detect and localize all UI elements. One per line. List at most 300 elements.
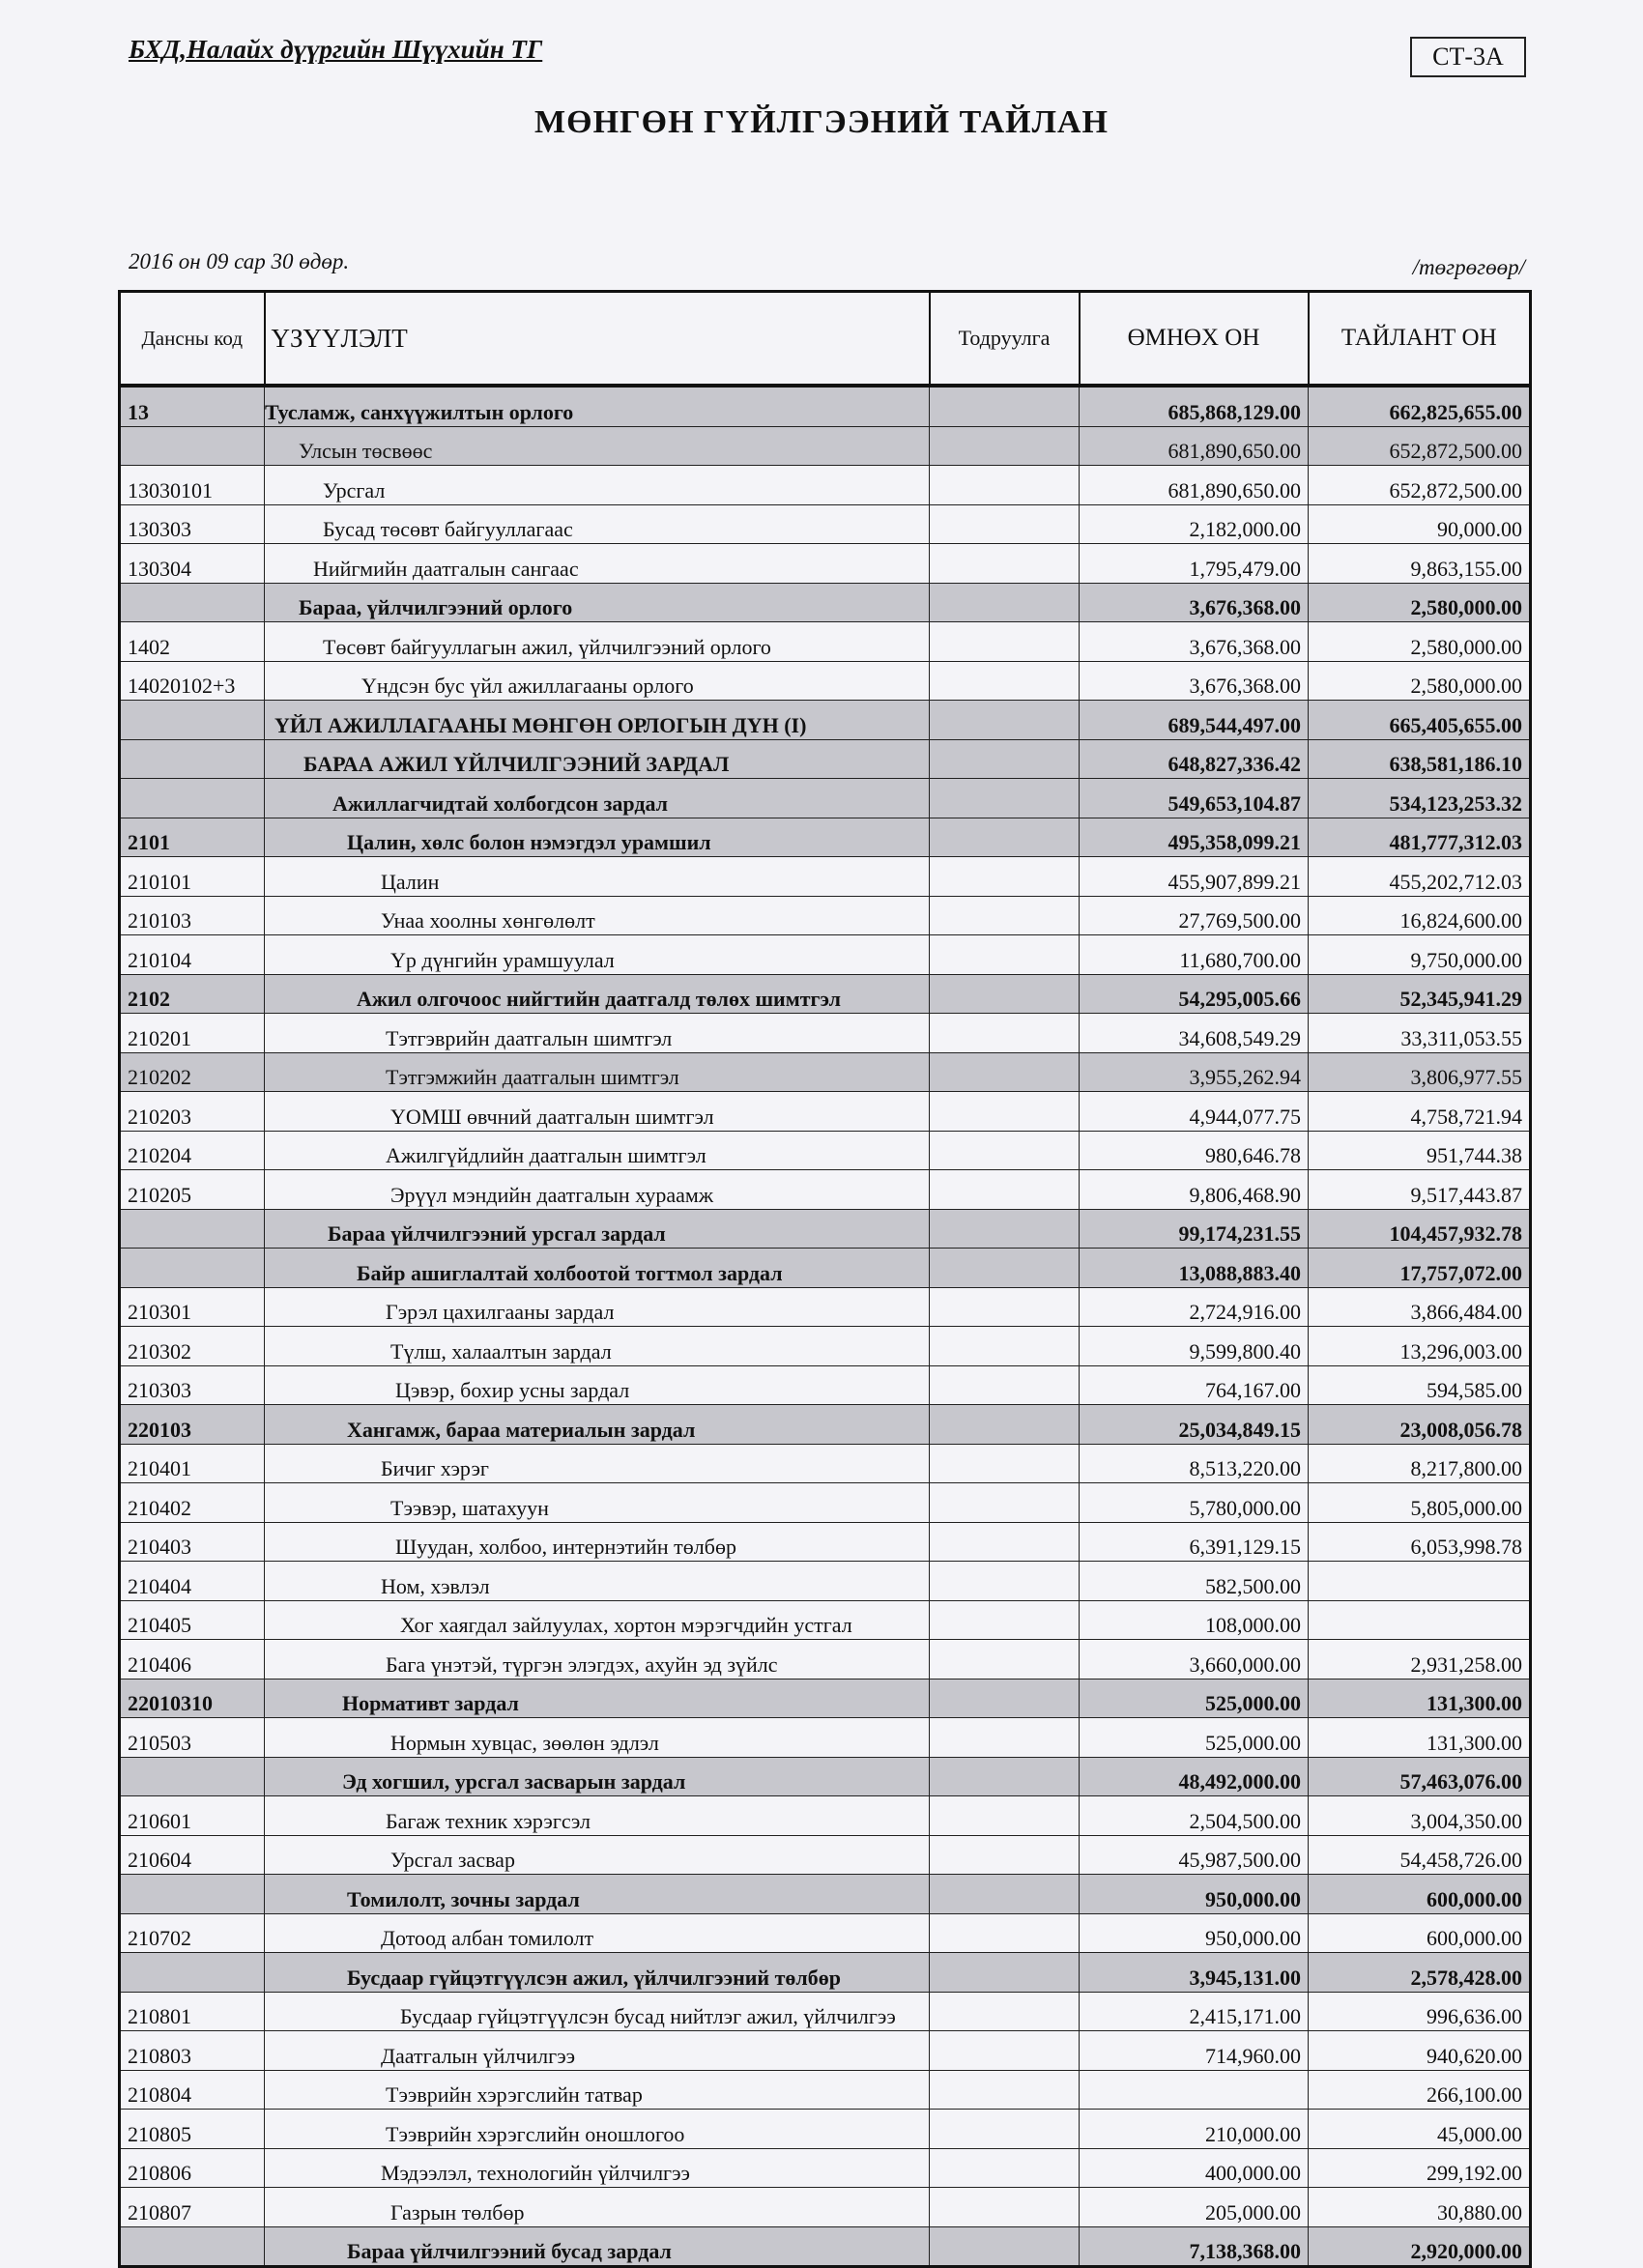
table-row: [120, 1992, 1531, 2031]
previous-year-value: 25,034,849.15: [1080, 1405, 1309, 1445]
description-cell: ҮОМШ өвчний даатгалын шимтгэл: [265, 1092, 930, 1132]
description-cell: Хангамж, бараа материалын зардал: [265, 1405, 930, 1445]
note-cell: [930, 857, 1080, 897]
account-code-cell: [120, 583, 265, 622]
note-cell: [930, 1483, 1080, 1523]
previous-year-value: 48,492,000.00: [1080, 1757, 1309, 1796]
current-year-value: 131,300.00: [1309, 1718, 1531, 1758]
report-date: 2016 он 09 сар 30 өдөр.: [129, 249, 350, 273]
note-cell: [930, 504, 1080, 544]
table-row: [120, 935, 1531, 975]
description-cell: Төсөвт байгууллагын ажил, үйлчилгээний орлого: [265, 622, 930, 662]
account-code-cell: 210804: [120, 2070, 265, 2110]
account-code-cell: 210401: [120, 1444, 265, 1483]
previous-year-value: 3,676,368.00: [1080, 583, 1309, 622]
note-cell: [930, 1757, 1080, 1796]
note-cell: [930, 1170, 1080, 1210]
previous-year-value: 685,868,129.00: [1080, 386, 1309, 426]
description-cell: Томилолт, зочны зардал: [265, 1875, 930, 1914]
description-cell: Газрын төлбөр: [265, 2188, 930, 2227]
current-year-value: 9,517,443.87: [1309, 1170, 1531, 1210]
description-cell: Эрүүл мэндийн даатгалын хураамж: [265, 1170, 930, 1210]
current-year-value: 5,805,000.00: [1309, 1483, 1531, 1523]
current-year-value: 534,123,253.32: [1309, 779, 1531, 818]
note-cell: [930, 1522, 1080, 1562]
current-year-value: 30,880.00: [1309, 2188, 1531, 2227]
table-row: [120, 1562, 1531, 1601]
description-cell: Түлш, халаалтын зардал: [265, 1327, 930, 1366]
description-cell: Бараа үйлчилгээний бусад зардал: [265, 2226, 930, 2267]
description-cell: Тээвэр, шатахуун: [265, 1483, 930, 1523]
previous-year-value: 205,000.00: [1080, 2188, 1309, 2227]
table-row: [120, 583, 1531, 622]
note-cell: [930, 1014, 1080, 1053]
account-code-cell: [120, 1757, 265, 1796]
table-row: [120, 1483, 1531, 1523]
table-row: [120, 661, 1531, 701]
description-cell: Бусдаар гүйцэтгүүлсэн ажил, үйлчилгээний төлбөр: [265, 1953, 930, 1993]
note-cell: [930, 2110, 1080, 2149]
previous-year-value: 6,391,129.15: [1080, 1522, 1309, 1562]
description-cell: Ажил олгочоос нийгтийн даатгалд төлөх шимтгэл: [265, 974, 930, 1014]
current-year-value: 481,777,312.03: [1309, 818, 1531, 857]
previous-year-value: 45,987,500.00: [1080, 1835, 1309, 1875]
note-cell: [930, 1444, 1080, 1483]
description-cell: Тээврийн хэрэгслийн татвар: [265, 2070, 930, 2110]
current-year-value: 600,000.00: [1309, 1913, 1531, 1953]
previous-year-value: 8,513,220.00: [1080, 1444, 1309, 1483]
table-row: [120, 1757, 1531, 1796]
description-cell: Нийгмийн даатгалын сангаас: [265, 544, 930, 584]
account-code-cell: 210503: [120, 1718, 265, 1758]
current-year-value: 9,863,155.00: [1309, 544, 1531, 584]
account-code-cell: 210406: [120, 1640, 265, 1679]
note-cell: [930, 896, 1080, 935]
description-cell: Бараа үйлчилгээний урсгал зардал: [265, 1209, 930, 1249]
description-cell: Тусламж, санхүүжилтын орлого: [265, 386, 930, 426]
account-code-cell: 210101: [120, 857, 265, 897]
account-code-cell: 14020102+3: [120, 661, 265, 701]
current-year-value: 23,008,056.78: [1309, 1405, 1531, 1445]
table-row: [120, 386, 1531, 426]
previous-year-value: 2,504,500.00: [1080, 1796, 1309, 1836]
current-year-value: 662,825,655.00: [1309, 386, 1531, 426]
note-cell: [930, 1875, 1080, 1914]
table-row: [120, 779, 1531, 818]
table-row: [120, 701, 1531, 740]
note-cell: [930, 1327, 1080, 1366]
account-code-cell: 13030101: [120, 466, 265, 505]
table-row: [120, 1679, 1531, 1718]
note-cell: [930, 622, 1080, 662]
note-cell: [930, 1913, 1080, 1953]
description-cell: Ажилгүйдлийн даатгалын шимтгэл: [265, 1131, 930, 1170]
note-cell: [930, 1131, 1080, 1170]
previous-year-value: 210,000.00: [1080, 2110, 1309, 2149]
table-row: [120, 2148, 1531, 2188]
table-header-row: [120, 292, 1531, 387]
table-row: [120, 1796, 1531, 1836]
account-code-cell: 13: [120, 386, 265, 426]
current-year-value: 299,192.00: [1309, 2148, 1531, 2188]
account-code-cell: [120, 701, 265, 740]
previous-year-value: 13,088,883.40: [1080, 1249, 1309, 1288]
previous-year-value: 525,000.00: [1080, 1718, 1309, 1758]
previous-year-value: 525,000.00: [1080, 1679, 1309, 1718]
account-code-cell: [120, 2226, 265, 2267]
description-cell: Унаа хоолны хөнгөлөлт: [265, 896, 930, 935]
note-cell: [930, 426, 1080, 466]
current-year-value: 17,757,072.00: [1309, 1249, 1531, 1288]
description-cell: Нормын хувцас, зөөлөн эдлэл: [265, 1718, 930, 1758]
account-code-cell: 22010310: [120, 1679, 265, 1718]
table-row: [120, 1835, 1531, 1875]
account-code-cell: 130304: [120, 544, 265, 584]
table-row: [120, 1209, 1531, 1249]
note-cell: [930, 701, 1080, 740]
account-code-cell: [120, 1209, 265, 1249]
note-cell: [930, 583, 1080, 622]
previous-year-value: 681,890,650.00: [1080, 466, 1309, 505]
table-row: [120, 1365, 1531, 1405]
note-cell: [930, 1287, 1080, 1327]
account-code-cell: 210601: [120, 1796, 265, 1836]
description-cell: БАРАА АЖИЛ ҮЙЛЧИЛГЭЭНИЙ ЗАРДАЛ: [265, 739, 930, 779]
note-cell: [930, 1992, 1080, 2031]
account-code-cell: 210803: [120, 2031, 265, 2071]
description-cell: Цалин: [265, 857, 930, 897]
table-row: [120, 1718, 1531, 1758]
table-row: [120, 1913, 1531, 1953]
description-cell: Бага үнэтэй, түргэн элэгдэх, ахуйн эд зүйлс: [265, 1640, 930, 1679]
account-code-cell: 1402: [120, 622, 265, 662]
previous-year-value: 7,138,368.00: [1080, 2226, 1309, 2267]
current-year-value: 9,750,000.00: [1309, 935, 1531, 975]
account-code-cell: 210807: [120, 2188, 265, 2227]
table-row: [120, 2070, 1531, 2110]
table-row: [120, 2188, 1531, 2227]
table-row: [120, 1522, 1531, 1562]
note-cell: [930, 1796, 1080, 1836]
account-code-cell: 2101: [120, 818, 265, 857]
note-cell: [930, 386, 1080, 426]
current-year-value: 2,931,258.00: [1309, 1640, 1531, 1679]
current-year-value: 600,000.00: [1309, 1875, 1531, 1914]
table-row: [120, 622, 1531, 662]
previous-year-value: 3,945,131.00: [1080, 1953, 1309, 1993]
description-cell: Үндсэн бус үйл ажиллагааны орлого: [265, 661, 930, 701]
current-year-value: [1309, 1562, 1531, 1601]
previous-year-value: 689,544,497.00: [1080, 701, 1309, 740]
cash-flow-table: [118, 290, 1532, 2268]
note-cell: [930, 466, 1080, 505]
table-row: [120, 2110, 1531, 2149]
account-code-cell: 210403: [120, 1522, 265, 1562]
previous-year-value: 3,676,368.00: [1080, 661, 1309, 701]
current-year-value: 104,457,932.78: [1309, 1209, 1531, 1249]
current-year-value: 33,311,053.55: [1309, 1014, 1531, 1053]
note-cell: [930, 1640, 1080, 1679]
current-year-value: 8,217,800.00: [1309, 1444, 1531, 1483]
account-code-cell: 210201: [120, 1014, 265, 1053]
note-cell: [930, 1679, 1080, 1718]
previous-year-value: 54,295,005.66: [1080, 974, 1309, 1014]
previous-year-value: 4,944,077.75: [1080, 1092, 1309, 1132]
note-cell: [930, 1405, 1080, 1445]
description-cell: Шуудан, холбоо, интернэтийн төлбөр: [265, 1522, 930, 1562]
previous-year-value: 3,955,262.94: [1080, 1052, 1309, 1092]
description-cell: Байр ашиглалтай холбоотой тогтмол зардал: [265, 1249, 930, 1288]
current-year-value: 652,872,500.00: [1309, 466, 1531, 505]
previous-year-value: 5,780,000.00: [1080, 1483, 1309, 1523]
note-cell: [930, 779, 1080, 818]
description-cell: Тээврийн хэрэгслийн оношлогоо: [265, 2110, 930, 2149]
account-code-cell: 210301: [120, 1287, 265, 1327]
description-cell: Тэтгэврийн даатгалын шимтгэл: [265, 1014, 930, 1053]
current-year-value: 3,866,484.00: [1309, 1287, 1531, 1327]
column-header-code: Дансны код: [120, 292, 265, 387]
account-code-cell: 210801: [120, 1992, 265, 2031]
current-year-value: 951,744.38: [1309, 1131, 1531, 1170]
account-code-cell: [120, 1953, 265, 1993]
table-row: [120, 857, 1531, 897]
description-cell: Эд хогшил, урсгал засварын зардал: [265, 1757, 930, 1796]
column-header-previous-year: ӨМНӨХ ОН: [1080, 292, 1309, 387]
table-row: [120, 1600, 1531, 1640]
current-year-value: 665,405,655.00: [1309, 701, 1531, 740]
current-year-value: 4,758,721.94: [1309, 1092, 1531, 1132]
account-code-cell: 220103: [120, 1405, 265, 1445]
note-cell: [930, 2148, 1080, 2188]
note-cell: [930, 1600, 1080, 1640]
table-row: [120, 504, 1531, 544]
previous-year-value: 27,769,500.00: [1080, 896, 1309, 935]
account-code-cell: 210405: [120, 1600, 265, 1640]
note-cell: [930, 2188, 1080, 2227]
description-cell: Үр дүнгийн урамшуулал: [265, 935, 930, 975]
current-year-value: 2,580,000.00: [1309, 661, 1531, 701]
previous-year-value: 950,000.00: [1080, 1875, 1309, 1914]
previous-year-value: 1,795,479.00: [1080, 544, 1309, 584]
description-cell: Хог хаягдал зайлуулах, хортон мэрэгчдийн устгал: [265, 1600, 930, 1640]
previous-year-value: 99,174,231.55: [1080, 1209, 1309, 1249]
table-row: [120, 1170, 1531, 1210]
current-year-value: 2,580,000.00: [1309, 583, 1531, 622]
description-cell: Тэтгэмжийн даатгалын шимтгэл: [265, 1052, 930, 1092]
description-cell: Урсгал: [265, 466, 930, 505]
current-year-value: 54,458,726.00: [1309, 1835, 1531, 1875]
previous-year-value: 495,358,099.21: [1080, 818, 1309, 857]
previous-year-value: 2,724,916.00: [1080, 1287, 1309, 1327]
current-year-value: 45,000.00: [1309, 2110, 1531, 2149]
current-year-value: 52,345,941.29: [1309, 974, 1531, 1014]
note-cell: [930, 974, 1080, 1014]
column-header-note: Тодруулга: [930, 292, 1080, 387]
column-header-current-year: ТАЙЛАНТ ОН: [1309, 292, 1531, 387]
description-cell: Улсын төсвөөс: [265, 426, 930, 466]
account-code-cell: 210202: [120, 1052, 265, 1092]
description-cell: Нормативт зардал: [265, 1679, 930, 1718]
table-row: [120, 974, 1531, 1014]
table-row: [120, 1014, 1531, 1053]
description-cell: Цэвэр, бохир усны зардал: [265, 1365, 930, 1405]
note-cell: [930, 1209, 1080, 1249]
current-year-value: 3,806,977.55: [1309, 1052, 1531, 1092]
previous-year-value: 2,415,171.00: [1080, 1992, 1309, 2031]
previous-year-value: 549,653,104.87: [1080, 779, 1309, 818]
account-code-cell: [120, 779, 265, 818]
account-code-cell: 210805: [120, 2110, 265, 2149]
description-cell: Цалин, хөлс болон нэмэгдэл урамшил: [265, 818, 930, 857]
form-code-box: СТ-3А: [1410, 37, 1526, 77]
note-cell: [930, 2031, 1080, 2071]
description-cell: Багаж техник хэрэгсэл: [265, 1796, 930, 1836]
description-cell: Бусдаар гүйцэтгүүлсэн бусад нийтлэг ажил, үйлчилгээ: [265, 1992, 930, 2031]
table-row: [120, 1287, 1531, 1327]
current-year-value: 16,824,600.00: [1309, 896, 1531, 935]
previous-year-value: 764,167.00: [1080, 1365, 1309, 1405]
current-year-value: 455,202,712.03: [1309, 857, 1531, 897]
table-row: [120, 896, 1531, 935]
note-cell: [930, 2226, 1080, 2267]
table-row: [120, 1131, 1531, 1170]
current-year-value: 2,580,000.00: [1309, 622, 1531, 662]
table-row: [120, 1092, 1531, 1132]
description-cell: Урсгал засвар: [265, 1835, 930, 1875]
previous-year-value: 108,000.00: [1080, 1600, 1309, 1640]
table-row: [120, 1953, 1531, 1993]
table-row: [120, 1444, 1531, 1483]
account-code-cell: 130303: [120, 504, 265, 544]
description-cell: Мэдээлэл, технологийн үйлчилгээ: [265, 2148, 930, 2188]
table-row: [120, 1052, 1531, 1092]
account-code-cell: 210404: [120, 1562, 265, 1601]
current-year-value: 6,053,998.78: [1309, 1522, 1531, 1562]
table-row: [120, 1640, 1531, 1679]
note-cell: [930, 1835, 1080, 1875]
current-year-value: 940,620.00: [1309, 2031, 1531, 2071]
table-row: [120, 818, 1531, 857]
account-code-cell: [120, 1249, 265, 1288]
current-year-value: 652,872,500.00: [1309, 426, 1531, 466]
previous-year-value: 9,599,800.40: [1080, 1327, 1309, 1366]
description-cell: Ном, хэвлэл: [265, 1562, 930, 1601]
previous-year-value: [1080, 2070, 1309, 2110]
account-code-cell: 210104: [120, 935, 265, 975]
currency-unit: /төгрөгөөр/: [1412, 255, 1525, 279]
previous-year-value: 400,000.00: [1080, 2148, 1309, 2188]
current-year-value: 131,300.00: [1309, 1679, 1531, 1718]
account-code-cell: 210806: [120, 2148, 265, 2188]
description-cell: Гэрэл цахилгааны зардал: [265, 1287, 930, 1327]
note-cell: [930, 1249, 1080, 1288]
previous-year-value: 455,907,899.21: [1080, 857, 1309, 897]
account-code-cell: [120, 739, 265, 779]
table-row: [120, 1327, 1531, 1366]
current-year-value: 638,581,186.10: [1309, 739, 1531, 779]
table-row: [120, 1249, 1531, 1288]
note-cell: [930, 544, 1080, 584]
table-row: [120, 544, 1531, 584]
table-row: [120, 2226, 1531, 2267]
account-code-cell: 210302: [120, 1327, 265, 1366]
description-cell: Даатгалын үйлчилгээ: [265, 2031, 930, 2071]
table-row: [120, 1405, 1531, 1445]
note-cell: [930, 1092, 1080, 1132]
previous-year-value: 34,608,549.29: [1080, 1014, 1309, 1053]
table-body: [120, 386, 1531, 2267]
previous-year-value: 11,680,700.00: [1080, 935, 1309, 975]
report-title: МӨНГӨН ГҮЙЛГЭЭНИЙ ТАЙЛАН: [534, 104, 1109, 140]
note-cell: [930, 1953, 1080, 1993]
previous-year-value: 3,676,368.00: [1080, 622, 1309, 662]
account-code-cell: 210203: [120, 1092, 265, 1132]
table-row: [120, 1875, 1531, 1914]
previous-year-value: 681,890,650.00: [1080, 426, 1309, 466]
account-code-cell: 2102: [120, 974, 265, 1014]
current-year-value: 3,004,350.00: [1309, 1796, 1531, 1836]
current-year-value: 90,000.00: [1309, 504, 1531, 544]
description-cell: ҮЙЛ АЖИЛЛАГААНЫ МӨНГӨН ОРЛОГЫН ДҮН (I): [265, 701, 930, 740]
table-row: [120, 466, 1531, 505]
current-year-value: [1309, 1600, 1531, 1640]
previous-year-value: 3,660,000.00: [1080, 1640, 1309, 1679]
note-cell: [930, 661, 1080, 701]
current-year-value: 2,578,428.00: [1309, 1953, 1531, 1993]
previous-year-value: 648,827,336.42: [1080, 739, 1309, 779]
note-cell: [930, 1365, 1080, 1405]
previous-year-value: 980,646.78: [1080, 1131, 1309, 1170]
description-cell: Дотоод албан томилолт: [265, 1913, 930, 1953]
table-row: [120, 2031, 1531, 2071]
account-code-cell: [120, 426, 265, 466]
previous-year-value: 714,960.00: [1080, 2031, 1309, 2071]
account-code-cell: 210402: [120, 1483, 265, 1523]
current-year-value: 2,920,000.00: [1309, 2226, 1531, 2267]
previous-year-value: 950,000.00: [1080, 1913, 1309, 1953]
table-row: [120, 426, 1531, 466]
note-cell: [930, 2070, 1080, 2110]
note-cell: [930, 1052, 1080, 1092]
current-year-value: 594,585.00: [1309, 1365, 1531, 1405]
note-cell: [930, 818, 1080, 857]
description-cell: Бичиг хэрэг: [265, 1444, 930, 1483]
organization-name: БХД,Налайх дүүргийн Шүүхийн ТГ: [129, 35, 543, 64]
description-cell: Бараа, үйлчилгээний орлого: [265, 583, 930, 622]
previous-year-value: 9,806,468.90: [1080, 1170, 1309, 1210]
previous-year-value: 582,500.00: [1080, 1562, 1309, 1601]
current-year-value: 13,296,003.00: [1309, 1327, 1531, 1366]
note-cell: [930, 1562, 1080, 1601]
column-header-description: ҮЗҮҮЛЭЛТ: [265, 292, 930, 387]
account-code-cell: 210204: [120, 1131, 265, 1170]
current-year-value: 266,100.00: [1309, 2070, 1531, 2110]
note-cell: [930, 1718, 1080, 1758]
account-code-cell: 210103: [120, 896, 265, 935]
current-year-value: 57,463,076.00: [1309, 1757, 1531, 1796]
note-cell: [930, 935, 1080, 975]
note-cell: [930, 739, 1080, 779]
account-code-cell: 210604: [120, 1835, 265, 1875]
account-code-cell: [120, 1875, 265, 1914]
account-code-cell: 210205: [120, 1170, 265, 1210]
description-cell: Ажиллагчидтай холбогдсон зардал: [265, 779, 930, 818]
current-year-value: 996,636.00: [1309, 1992, 1531, 2031]
account-code-cell: 210303: [120, 1365, 265, 1405]
account-code-cell: 210702: [120, 1913, 265, 1953]
description-cell: Бусад төсөвт байгууллагаас: [265, 504, 930, 544]
previous-year-value: 2,182,000.00: [1080, 504, 1309, 544]
